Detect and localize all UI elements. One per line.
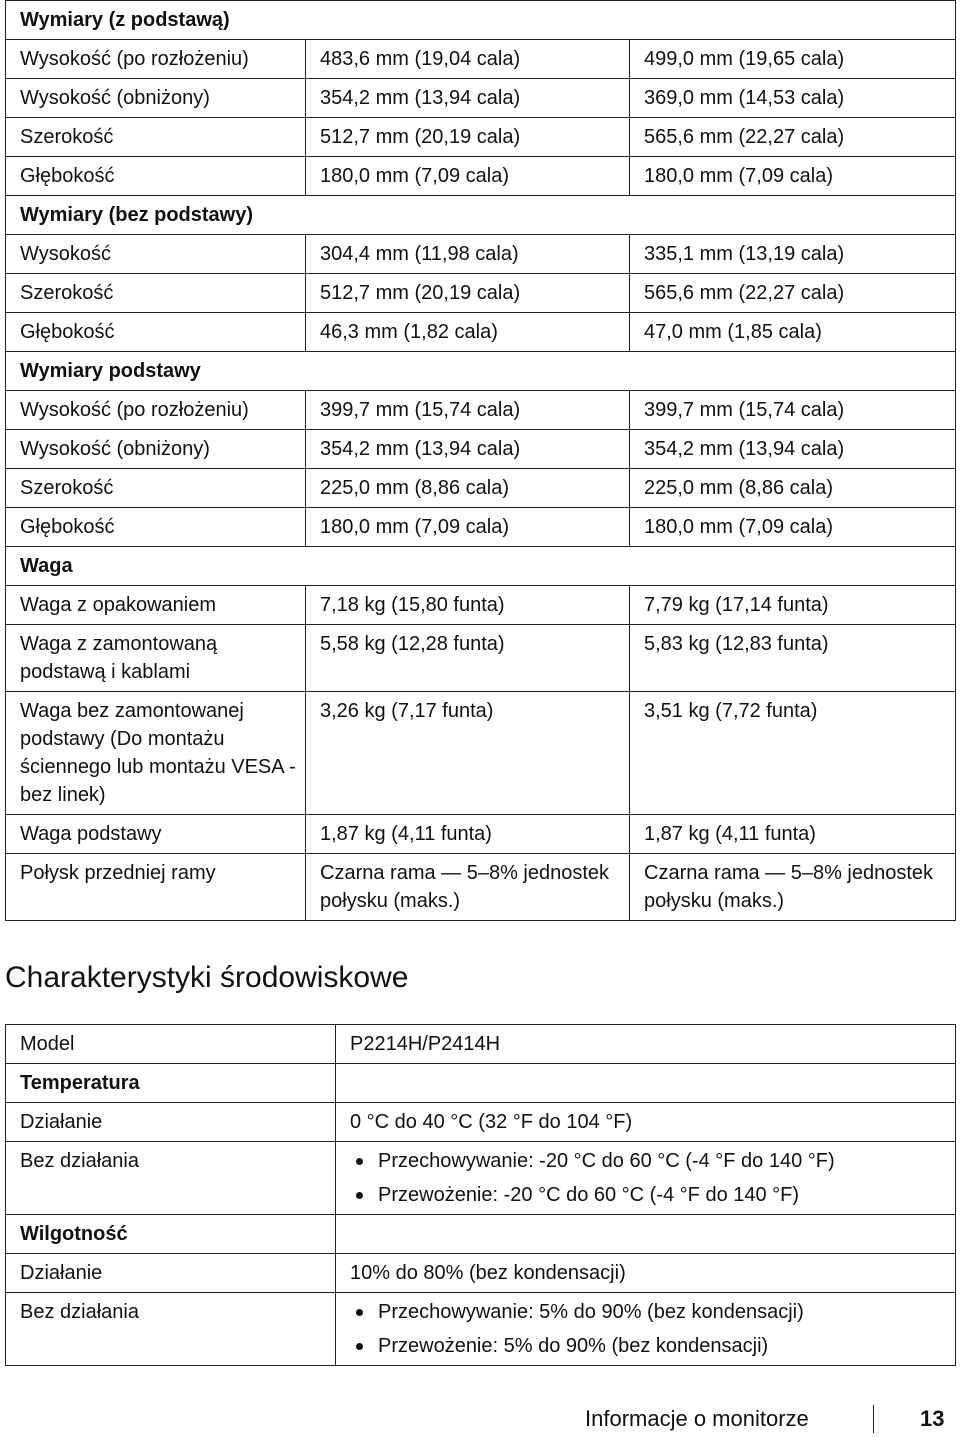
table-row [6, 1254, 956, 1293]
table-row [6, 118, 956, 157]
value-p2414h: 565,6 mm (22,27 cala) [630, 274, 956, 313]
value-p2414h: 499,0 mm (19,65 cala) [630, 40, 956, 79]
value-p2414h: 369,0 mm (14,53 cala) [630, 79, 956, 118]
value-p2414h: 565,6 mm (22,27 cala) [630, 118, 956, 157]
value-p2214h: 180,0 mm (7,09 cala) [306, 157, 630, 196]
value-p2214h: 512,7 mm (20,19 cala) [306, 118, 630, 157]
value-p2214h: 3,26 kg (7,17 funta) [306, 692, 630, 815]
value-p2214h: 1,87 kg (4,11 funta) [306, 815, 630, 854]
empty-cell [336, 1215, 956, 1254]
spec-label: Szerokość [6, 274, 306, 313]
section-header-row [6, 352, 956, 391]
spec-value: P2214H/P2414H [336, 1025, 956, 1064]
table-row [6, 1142, 956, 1215]
spec-label: Bez działania [6, 1293, 336, 1366]
spec-label: Wysokość (obniżony) [6, 430, 306, 469]
value-p2414h: 7,79 kg (17,14 funta) [630, 586, 956, 625]
table-row [6, 815, 956, 854]
value-p2414h: 225,0 mm (8,86 cala) [630, 469, 956, 508]
value-p2414h: 180,0 mm (7,09 cala) [630, 157, 956, 196]
section-title: Waga [6, 547, 956, 586]
spec-label: Głębokość [6, 313, 306, 352]
table-row [6, 79, 956, 118]
dimensions-table [5, 0, 956, 921]
bullet-icon [356, 1309, 363, 1316]
spec-value: 0 °C do 40 °C (32 °F do 104 °F) [336, 1103, 956, 1142]
table-row [6, 625, 956, 692]
spec-label: Wysokość (obniżony) [6, 79, 306, 118]
value-p2214h: 180,0 mm (7,09 cala) [306, 508, 630, 547]
spec-label: Głębokość [6, 508, 306, 547]
value-p2414h: Czarna rama — 5–8% jednostek połysku (maks.) [630, 854, 956, 921]
section-title: Wymiary podstawy [6, 352, 956, 391]
spec-label: Wysokość (po rozłożeniu) [6, 40, 306, 79]
spec-label: Działanie [6, 1254, 336, 1293]
value-p2414h: 399,7 mm (15,74 cala) [630, 391, 956, 430]
page-number: 13 [920, 1406, 945, 1431]
value-p2414h: 354,2 mm (13,94 cala) [630, 430, 956, 469]
table-row [6, 235, 956, 274]
section-title: Wilgotność [6, 1215, 336, 1254]
value-p2414h: 3,51 kg (7,72 funta) [630, 692, 956, 815]
value-p2214h: 354,2 mm (13,94 cala) [306, 430, 630, 469]
footer-section-title: Informacje o monitorze [585, 1406, 809, 1431]
value-p2214h: 225,0 mm (8,86 cala) [306, 469, 630, 508]
table-row [6, 430, 956, 469]
value-p2214h: 354,2 mm (13,94 cala) [306, 79, 630, 118]
spec-label: Połysk przedniej ramy [6, 854, 306, 921]
list-item-text: Przewożenie: 5% do 90% (bez kondensacji) [378, 1335, 769, 1357]
spec-label: Model [6, 1025, 336, 1064]
bullet-icon [356, 1192, 363, 1199]
list-item [350, 1147, 947, 1175]
list-item [350, 1298, 947, 1326]
section-header-row [6, 1064, 956, 1103]
value-p2214h: 512,7 mm (20,19 cala) [306, 274, 630, 313]
spec-label: Wysokość [6, 235, 306, 274]
section-header-row [6, 1215, 956, 1254]
empty-cell [336, 1064, 956, 1103]
table-row [6, 469, 956, 508]
table-row [6, 40, 956, 79]
bullet-icon [356, 1158, 363, 1165]
section-title: Wymiary (bez podstawy) [6, 196, 956, 235]
spec-label: Głębokość [6, 157, 306, 196]
list-item-text: Przechowywanie: -20 °C do 60 °C (-4 °F do 140 °F) [378, 1150, 835, 1172]
table-row [6, 586, 956, 625]
value-p2414h: 1,87 kg (4,11 funta) [630, 815, 956, 854]
table-row [6, 274, 956, 313]
value-p2214h: 304,4 mm (11,98 cala) [306, 235, 630, 274]
section-header-row [6, 196, 956, 235]
table-row [6, 391, 956, 430]
spec-label: Waga podstawy [6, 815, 306, 854]
footer-divider [873, 1405, 874, 1433]
value-p2414h: 180,0 mm (7,09 cala) [630, 508, 956, 547]
table-row [6, 692, 956, 815]
bullet-list [350, 1298, 947, 1360]
table-row [6, 313, 956, 352]
spec-label: Waga bez zamontowanej podstawy (Do montażu ściennego lub montażu VESA - bez linek) [6, 692, 306, 815]
value-p2214h: 399,7 mm (15,74 cala) [306, 391, 630, 430]
spec-label: Działanie [6, 1103, 336, 1142]
spec-label: Waga z opakowaniem [6, 586, 306, 625]
spec-label: Szerokość [6, 469, 306, 508]
value-p2214h: 46,3 mm (1,82 cala) [306, 313, 630, 352]
section-header-row [6, 1, 956, 40]
value-p2414h: 335,1 mm (13,19 cala) [630, 235, 956, 274]
list-item [350, 1181, 947, 1209]
list-item-text: Przewożenie: -20 °C do 60 °C (-4 °F do 140 °F) [378, 1184, 800, 1206]
value-p2414h: 5,83 kg (12,83 funta) [630, 625, 956, 692]
section-title: Wymiary (z podstawą) [6, 1, 956, 40]
environment-table [5, 1024, 956, 1366]
value-p2214h: 5,58 kg (12,28 funta) [306, 625, 630, 692]
table-row [6, 1293, 956, 1366]
value-p2214h: 483,6 mm (19,04 cala) [306, 40, 630, 79]
environment-heading: Charakterystyki środowiskowe [5, 961, 409, 994]
value-p2414h: 47,0 mm (1,85 cala) [630, 313, 956, 352]
bullet-icon [356, 1343, 363, 1350]
spec-label: Szerokość [6, 118, 306, 157]
table-row [6, 1025, 956, 1064]
spec-value: 10% do 80% (bez kondensacji) [336, 1254, 956, 1293]
list-item-text: Przechowywanie: 5% do 90% (bez kondensacji) [378, 1301, 804, 1323]
section-title: Temperatura [6, 1064, 336, 1103]
spec-value-list [336, 1142, 956, 1215]
list-item [350, 1332, 947, 1360]
table-row [6, 1103, 956, 1142]
table-row [6, 854, 956, 921]
value-p2214h: 7,18 kg (15,80 funta) [306, 586, 630, 625]
spec-value-list [336, 1293, 956, 1366]
spec-label: Bez działania [6, 1142, 336, 1215]
table-row [6, 508, 956, 547]
table-row [6, 157, 956, 196]
section-header-row [6, 547, 956, 586]
value-p2214h: Czarna rama — 5–8% jednostek połysku (maks.) [306, 854, 630, 921]
bullet-list [350, 1147, 947, 1209]
spec-label: Waga z zamontowaną podstawą i kablami [6, 625, 306, 692]
spec-label: Wysokość (po rozłożeniu) [6, 391, 306, 430]
